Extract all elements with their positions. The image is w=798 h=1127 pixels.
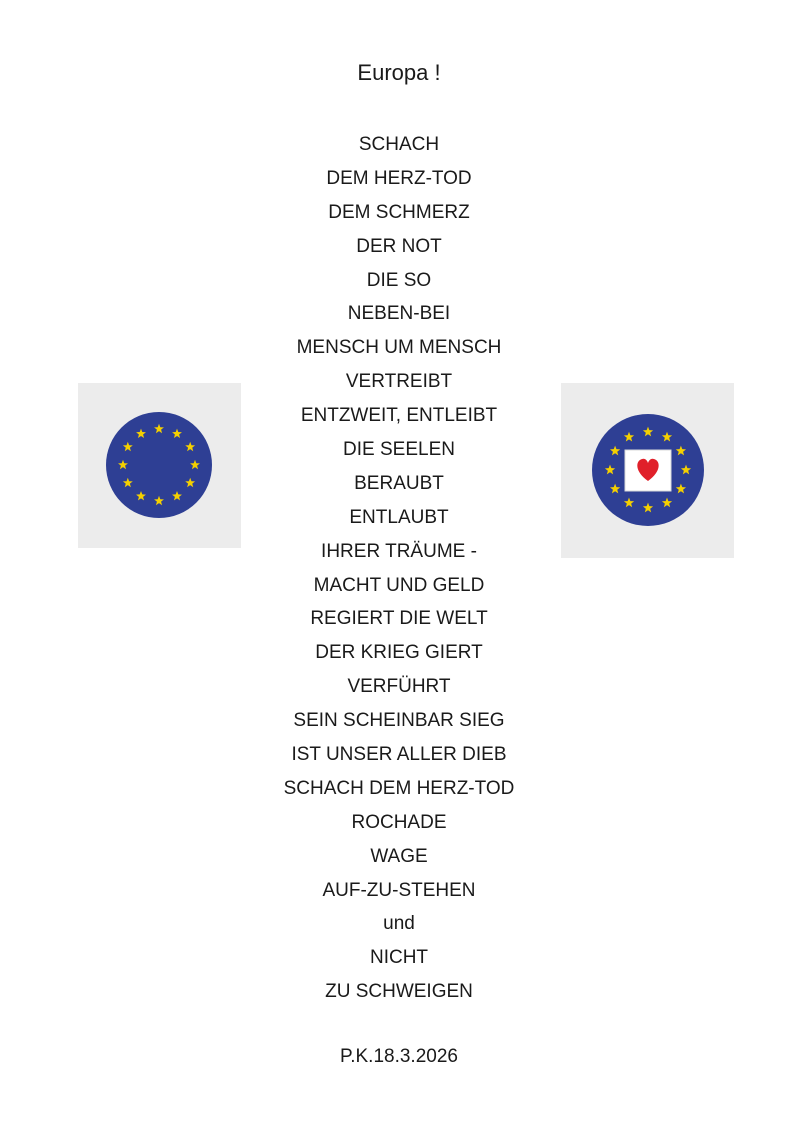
eu-emblem-right — [561, 383, 734, 558]
poem-line: NEBEN-BEI — [347, 303, 451, 325]
poem-line: ENTLAUBT — [349, 506, 449, 528]
poem-line: SCHACH — [358, 134, 440, 155]
poem-line: ROCHADE — [351, 811, 447, 833]
poem-line: IST UNSER ALLER DIEB — [291, 744, 507, 766]
poem-line: MENSCH UM MENSCH — [296, 337, 502, 359]
poem-line: VERFÜHRT — [347, 676, 451, 698]
poem-line: BERAUBT — [354, 472, 444, 494]
poem-line: AUF-ZU-STEHEN — [322, 879, 476, 901]
poem-line: REGIERT DIE WELT — [310, 608, 488, 630]
poem-line: ZU SCHWEIGEN — [325, 981, 473, 1003]
poem-line: ENTZWEIT, ENTLEIBT — [300, 405, 498, 427]
poem-line: DIE SEELEN — [343, 439, 455, 461]
eu-emblem-left — [78, 383, 241, 548]
poem-line: SCHACH DEM HERZ-TOD — [283, 777, 515, 799]
poem-line: DER NOT — [356, 235, 442, 257]
poem-line: IHRER TRÄUME - — [321, 540, 477, 562]
poem-line: DER KRIEG GIERT — [315, 642, 483, 664]
eu-flag-circle-icon — [78, 383, 241, 548]
poem-line: DEM SCHMERZ — [328, 201, 470, 223]
poem-line: VERTREIBT — [345, 371, 453, 393]
poem-title: Europa ! — [357, 60, 441, 85]
poem-body — [0, 128, 798, 1009]
poem-line: und — [383, 913, 415, 935]
poem-line: DEM HERZ-TOD — [326, 167, 472, 189]
poem-line: WAGE — [370, 845, 428, 867]
poem-line: MACHT UND GELD — [313, 574, 485, 596]
eu-flag-circle-heart-icon — [561, 383, 734, 558]
signature-date: P.K.18.3.2026 — [340, 1046, 458, 1067]
poem-line: DIE SO — [366, 269, 432, 291]
poem-line: NICHT — [369, 947, 429, 969]
poem-line: SEIN SCHEINBAR SIEG — [293, 710, 505, 732]
